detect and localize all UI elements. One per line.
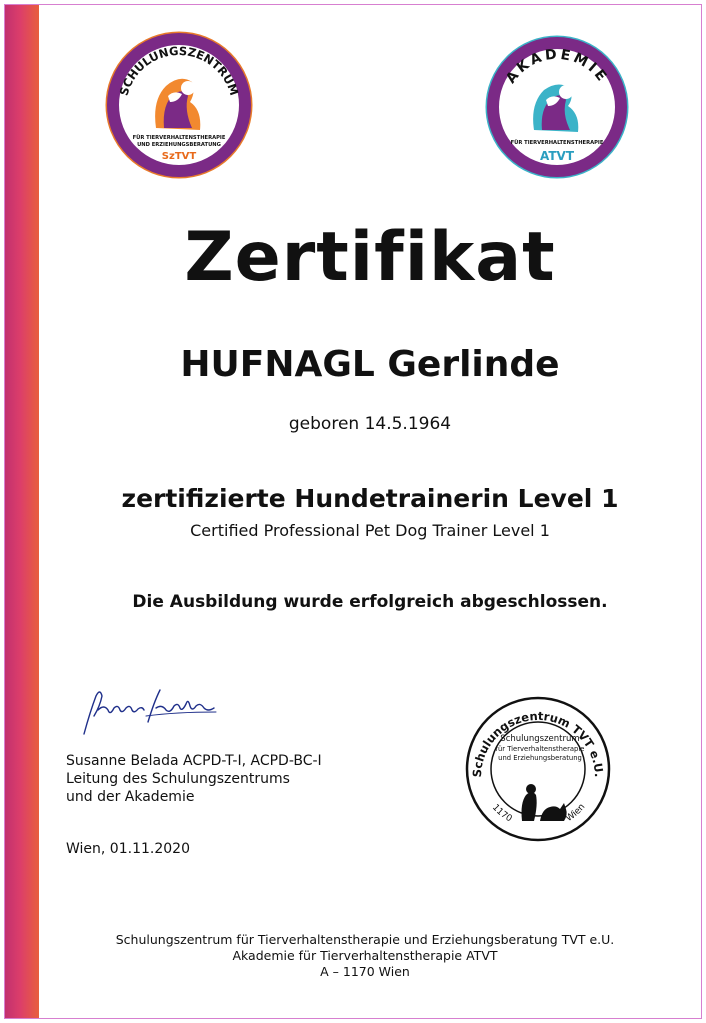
logo-left-arc-text: SCHULUNGSZENTRUM [116,43,242,98]
signer-name: Susanne Belada ACPD-T-I, ACPD-BC-I [66,753,322,769]
stamp-line1: Schulungszentrum [500,734,580,744]
qualification-title-en: Certified Professional Pet Dog Trainer Level 1 [190,521,550,540]
logo-right-line1: FÜR TIERVERHALTENSTHERAPIE [510,140,604,146]
stamp-line3: und Erziehungsberatung [498,754,582,762]
official-stamp [464,695,612,843]
logo-right-arc-text: AKADEMIE [503,46,612,87]
logo-left-abbr: SzTVT [161,151,197,162]
stamp-line2: für Tierverhaltenstherapie [495,745,585,753]
stamp-postcode: 1170 [489,802,514,825]
footer-line3: A – 1170 Wien [320,964,410,979]
logo-left-line1: FÜR TIERVERHALTENSTHERAPIE [132,135,226,141]
signer-role1: Leitung des Schulungszentrums [66,771,290,787]
footer-address [40,932,690,980]
stamp-city: Wien [564,802,588,825]
footer-line2: Akademie für Tierverhaltenstherapie ATVT [232,948,498,963]
logo-left-line2: UND ERZIEHUNGSBERATUNG [137,142,221,148]
recipient-name: HUFNAGL Gerlinde [180,344,560,385]
signer-block [66,752,322,806]
schulungszentrum-logo [104,30,254,180]
decorative-side-bar [5,5,39,1018]
signer-role2: und der Akademie [66,789,195,805]
completion-statement: Die Ausbildung wurde erfolgreich abgeschlossen. [132,592,608,612]
place-date: Wien, 01.11.2020 [66,841,190,857]
logo-right-abbr: ATVT [539,149,575,163]
akademie-logo [484,34,630,180]
stamp-arc-text: Schulungszentrum TVT e.U. [469,708,607,778]
birth-date: geboren 14.5.1964 [288,414,452,434]
qualification-title: zertifizierte Hundetrainerin Level 1 [121,484,619,513]
handwritten-signature [76,682,226,742]
certificate-title: Zertifikat [184,218,556,297]
footer-line1: Schulungszentrum für Tierverhaltenstherapie und Erziehungsberatung TVT e.U. [115,932,615,947]
